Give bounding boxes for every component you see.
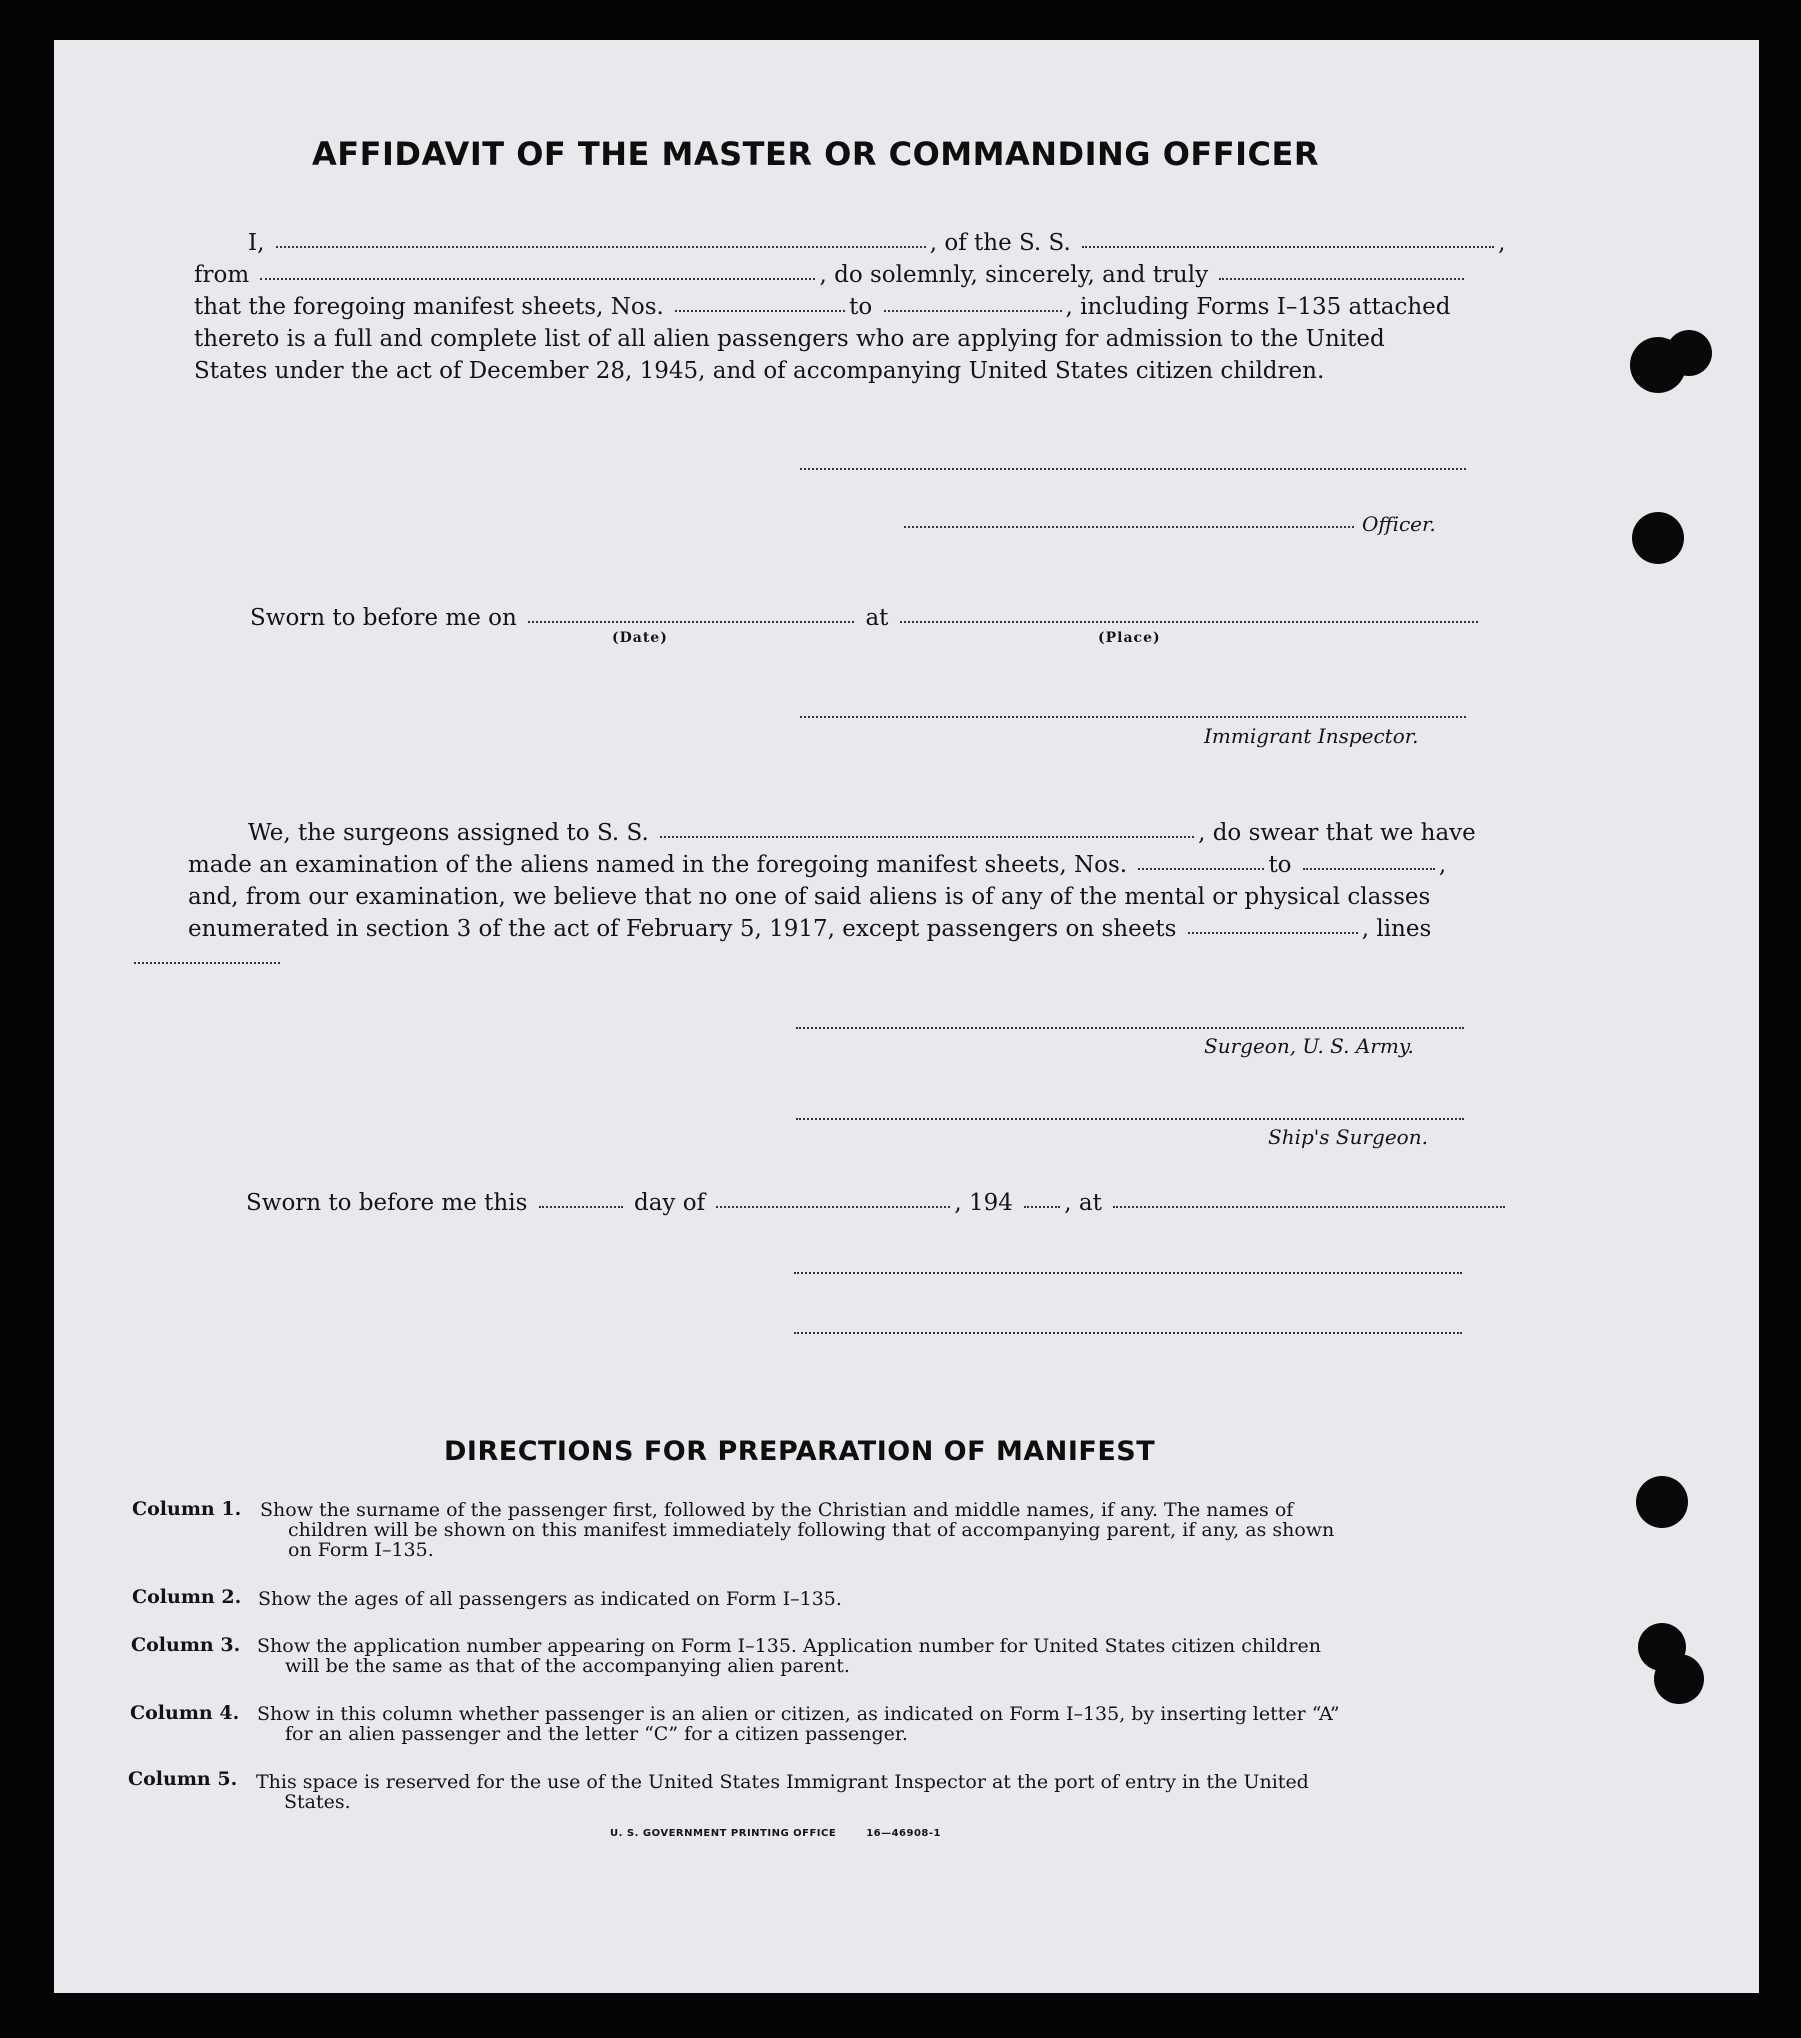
surgeons-line-4 [188,916,1432,942]
text-comma: , [1438,852,1447,878]
column-4-line-2: for an alien passenger and the letter “C” for a citizen passenger. [285,1723,908,1745]
sworn-signature-line-2[interactable] [794,1332,1462,1334]
text-of-ss: , of the S. S. [929,230,1071,256]
officer-signature-line-2[interactable] [904,526,1354,528]
punch-hole [1632,512,1684,564]
sworn-place-field[interactable] [1113,1206,1505,1208]
date-sublabel: (Date) [612,630,668,646]
army-surgeon-label: Surgeon, U. S. Army. [1204,1034,1414,1058]
officer-signature-line-1[interactable] [800,468,1466,470]
text-sworn-on: Sworn to before me on [250,605,517,631]
ship-name-field[interactable] [1082,246,1494,248]
printing-office-footer [610,1828,941,1839]
printing-office-text: U. S. GOVERNMENT PRINTING OFFICE [610,1828,837,1839]
column-3-line-1: Show the application number appearing on Form I–135. Application number for United States citizen children [257,1635,1321,1657]
affidavit-title: AFFIDAVIT OF THE MASTER OR COMMANDING OFFICER [312,135,1319,173]
year-field[interactable] [1024,1206,1060,1208]
column-1-line-1: Show the surname of the passenger first, followed by the Christian and middle names, if any. The names of [260,1499,1294,1521]
column-1-line-3: on Form I–135. [288,1539,434,1561]
text-comma: , [1498,230,1506,256]
text-year: , 194 [954,1190,1013,1216]
column-5-line-1: This space is reserved for the use of the United States Immigrant Inspector at the port of entry in the United [256,1771,1309,1793]
inspector-signature-line[interactable] [800,716,1466,718]
column-5-line-2: States. [284,1791,351,1813]
column-2-line-1: Show the ages of all passengers as indicated on Form I–135. [258,1588,842,1610]
sheet-from-field[interactable] [675,310,845,312]
column-2-text [258,1589,842,1609]
date-field[interactable] [528,621,854,623]
column-1-text [260,1500,1334,1560]
ship-surgeon-signature-line[interactable] [796,1118,1464,1120]
column-3-text [257,1636,1321,1676]
place-sublabel: (Place) [1098,630,1161,646]
sworn-line-2 [246,1190,1509,1216]
text-surgeons-assigned: We, the surgeons assigned to S. S. [248,820,649,846]
punch-hole [1666,330,1712,376]
exam-sheet-to-field[interactable] [1303,868,1435,870]
affidavit-line-2 [194,262,1468,288]
column-4-label: Column 4. [130,1702,240,1724]
column-1-label: Column 1. [132,1498,242,1520]
punch-hole [1654,1654,1704,1704]
text-to: to [849,294,873,320]
text-enumerated: enumerated in section 3 of the act of February 5, 1917, except passengers on sheets [188,916,1177,942]
day-field[interactable] [539,1206,623,1208]
text-examination: made an examination of the aliens named in the foregoing manifest sheets, Nos. [188,852,1128,878]
text-at: at [865,605,889,631]
punch-hole [1636,1476,1688,1528]
exam-sheet-from-field[interactable] [1138,868,1264,870]
except-sheets-field[interactable] [1188,932,1358,934]
directions-title: DIRECTIONS FOR PREPARATION OF MANIFEST [444,1436,1156,1467]
from-field[interactable] [260,278,815,280]
text-sworn-this: Sworn to before me this [246,1190,528,1216]
column-3-label: Column 3. [131,1634,241,1656]
surgeons-line-1 [248,820,1476,846]
text-to: to [1268,852,1292,878]
form-number: 16—46908-1 [866,1828,942,1839]
text-swear: , do swear that we have [1198,820,1476,846]
column-4-text [257,1704,1340,1744]
inspector-label: Immigrant Inspector. [1204,724,1419,748]
column-3-line-2: will be the same as that of the accompanying alien parent. [285,1655,850,1677]
name-field[interactable] [276,246,926,248]
column-2-label: Column 2. [132,1586,242,1608]
affidavit-line-3 [194,294,1451,320]
place-field[interactable] [900,621,1478,623]
affidavit-line-5: States under the act of December 28, 1945, and of accompanying United States citizen children. [194,358,1325,384]
officer-label: Officer. [1362,512,1436,536]
affidavit-line-4: thereto is a full and complete list of all alien passengers who are applying for admission to the United [194,326,1385,352]
sworn-signature-line-1[interactable] [794,1272,1462,1274]
text-solemnly: , do solemnly, sincerely, and truly [819,262,1209,288]
text-from: from [194,262,250,288]
text-manifest-sheets: that the foregoing manifest sheets, Nos. [194,294,664,320]
text-lines: , lines [1361,916,1432,942]
surgeon-ship-field[interactable] [660,836,1194,838]
column-5-text [256,1772,1309,1812]
truly-field[interactable] [1219,278,1464,280]
lines-field[interactable] [134,962,280,964]
ship-surgeon-label: Ship's Surgeon. [1268,1125,1428,1149]
surgeons-line-3: and, from our examination, we believe that no one of said aliens is of any of the mental or physical classes [188,884,1431,910]
form-sheet [54,40,1759,1993]
text-including: , including Forms I–135 attached [1065,294,1451,320]
month-field[interactable] [716,1206,950,1208]
surgeons-line-2 [188,852,1447,878]
sworn-line-1 [250,605,1482,631]
army-surgeon-signature-line[interactable] [796,1027,1464,1029]
column-5-label: Column 5. [128,1768,238,1790]
sheet-to-field[interactable] [884,310,1062,312]
text-at: , at [1064,1190,1102,1216]
column-1-line-2: children will be shown on this manifest immediately following that of accompanying parent, if any, as shown [288,1519,1335,1541]
text-day-of: day of [634,1190,706,1216]
affidavit-line-1 [194,230,1506,256]
column-4-line-1: Show in this column whether passenger is an alien or citizen, as indicated on Form I–135, by inserting letter “A” [257,1703,1340,1725]
text-i: I, [248,230,265,256]
